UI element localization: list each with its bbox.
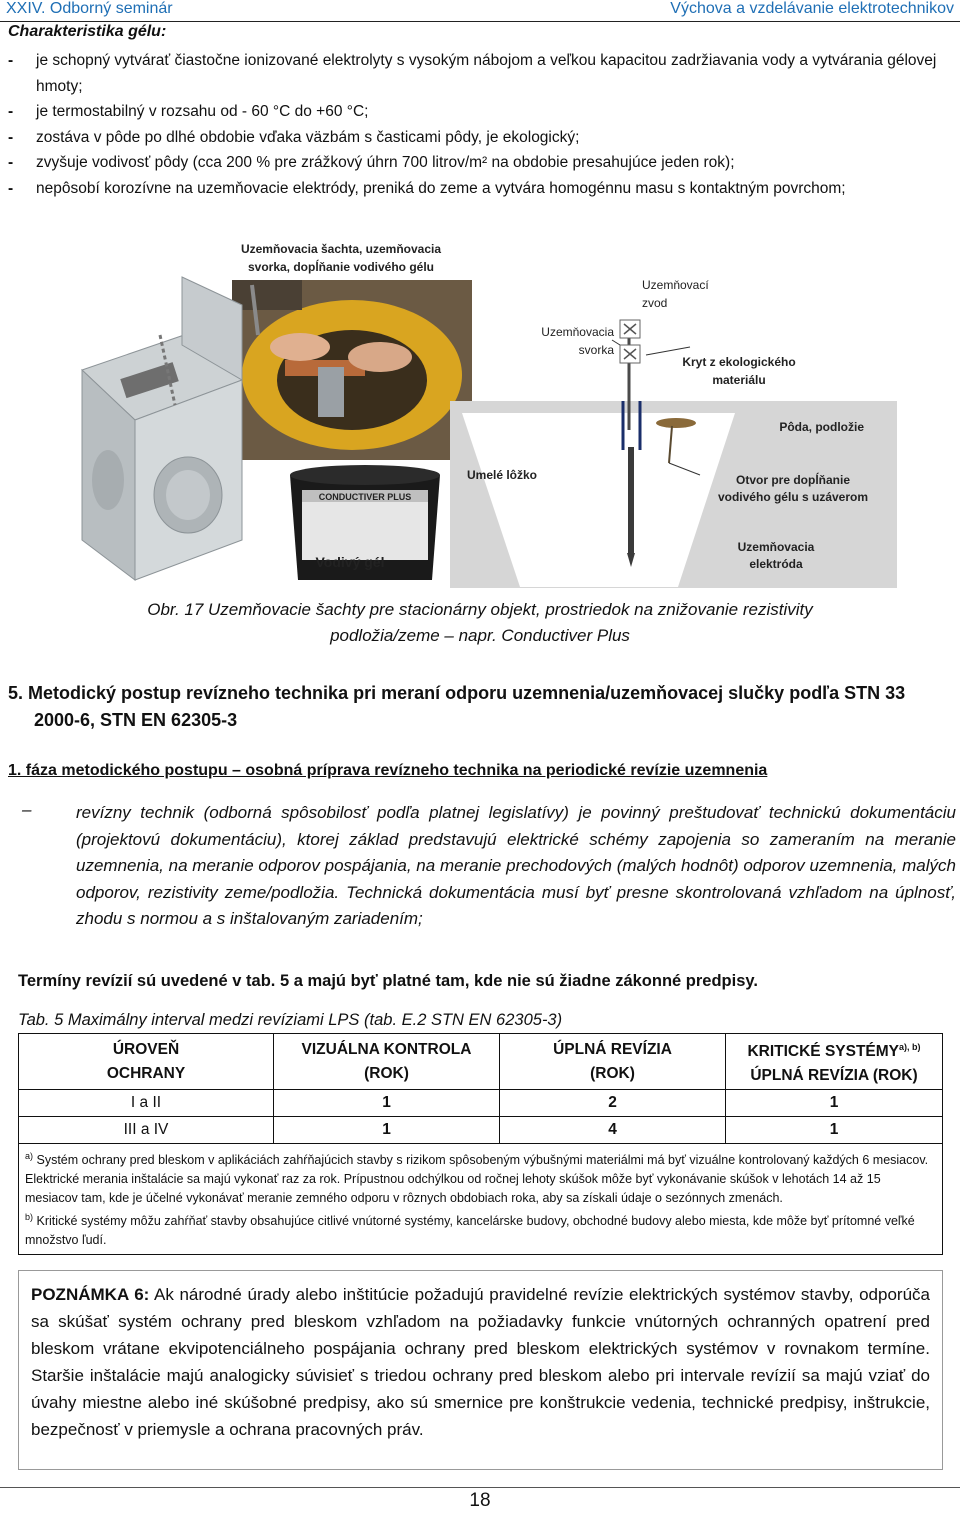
footnote-text: Kritické systémy môžu zahŕňať stavby obsahujúce citlivé vnútorné systémy, kancelárske budovy, obchodné budovy alebo miesta, kde môže byť prítomné veľké množstvo ľudí. [25,1214,915,1248]
col-critical-systems [726,1034,943,1090]
dash-marker: – [22,800,32,819]
cell-visual: 1 [274,1090,500,1117]
table-row [19,1117,943,1144]
header-text: ÚPLNÁ REVÍZIA (ROK) [750,1067,918,1085]
note-6-box [18,1270,943,1470]
bucket-gel-label: Vodivý gél [315,554,385,570]
cell-critical: 1 [726,1090,943,1117]
label-soil: Pôda, podložie [779,420,864,434]
revision-interval-table [18,1033,943,1255]
list-item: - zvyšuje vodivosť pôdy (cca 200 % pre zrážkový úhrn 700 litrov/m² na obdobie presahujúce jeden rok); [8,150,948,176]
label-cover-line1: Kryt z ekologického [682,355,796,369]
note-6-paragraph [31,1281,930,1443]
label-svorka-line1: Uzemňovacia [541,325,614,339]
label-svorka-line2: svorka [578,343,614,357]
list-item: - nepôsobí korozívne na uzemňovacie elektródy, preniká do zeme a vytvára homogénnu masu s kontaktným povrchom; [8,176,948,202]
header-text: ÚROVEŇ [112,1040,180,1058]
cell-critical: 1 [726,1117,943,1144]
table-footnotes [19,1144,943,1255]
footnote-mark: a) [25,1151,34,1162]
table-caption: Tab. 5 Maximálny interval medzi revíziami LPS (tab. E.2 STN EN 62305-3) [18,1011,563,1029]
label-refill-opening-line1: Otvor pre dopĺňanie [735,473,851,487]
header-text: VIZUÁLNA KONTROLA [301,1040,472,1058]
figure-caption-line1: Obr. 17 Uzemňovacie šachty pre stacionárny objekt, prostriedok na znižovanie rezistivity [147,600,813,619]
col-protection-level [19,1034,274,1090]
grounding-box-photo [82,277,242,580]
header-text: KRITICKÉ SYSTÉMY [747,1043,900,1061]
table-notes-row [19,1144,943,1255]
footnote-mark: b) [25,1212,34,1223]
dash-paragraph [22,800,956,933]
header-text: ÚPLNÁ REVÍZIA [553,1040,672,1058]
cell-level: III a IV [19,1117,274,1144]
col-full-revision [500,1034,726,1090]
revision-terms-note: Termíny revízií sú uvedené v tab. 5 a majú byť platné tam, kde nie sú žiadne zákonné predpisy. [18,972,758,990]
header-text: (ROK) [590,1064,635,1082]
label-zvod-line2: zvod [642,296,668,310]
note-6-text: Ak národné úrady alebo inštitúcie požadujú pravidelné revízie elektrických systémov stavby, odporúča sa skúšať systém ochrany pred bleskom vzhľadom na požiadavky funkcie vnútorných ochranných opatrení pred bleskom vrátane ekvipotenciálneho pospájania ochrany pred bleskom elektrických systémov v rovnakom termíne. Staršie inštalácie majú analogicky súvisieť s triedou ochrany pred bleskom alebo pri intervale revízií sa majú vziať do úvahy miestne alebo iné skúšobné predpisy, ako sú smernice pre konštrukcie vedenia, technické predpisy, inštrukcie, bezpečnosť v priemysle a ochrana pracovných práv. [31,1285,930,1439]
grounding-figure [0,235,960,595]
list-item: - je termostabilný v rozsahu od - 60 °C do +60 °C; [8,99,948,125]
cell-full: 4 [500,1117,726,1144]
phase-1-heading: 1. fáza metodického postupu – osobná príprava revízneho technika na periodické revízie uzemnenia [8,762,768,779]
gel-characteristics-list [8,48,948,201]
header-text: OCHRANY [106,1064,186,1082]
label-zvod-line1: Uzemňovací [642,278,709,292]
footer-divider [0,1487,960,1488]
footnote-b [25,1208,936,1250]
figure-caption [0,597,960,649]
header-publication-title: Výchova a vzdelávanie elektrotechnikov [670,0,954,17]
cell-level: I a II [19,1090,274,1117]
page-number: 18 [469,1490,491,1511]
footnote-a [25,1147,936,1208]
label-cover-line2: materiálu [712,373,766,387]
label-electrode-line2: elektróda [749,557,803,571]
list-item: - je schopný vytvárať čiastočne ionizované elektrolyty s vysokým nábojom a veľkou kapacitou zadržiavania vody a vytvárania gélovej hmoty; [8,48,948,99]
technician-duty-paragraph: revízny technik (odborná spôsobilosť podľa platnej legislatívy) je povinný preštudovať technickú dokumentáciu (projektovú dokumentáciu), ktorej základ predstavujú elektrické schémy zapojenia so zameraním na meranie uzemnenia, na meranie odporov pospájania, na meranie prechodových (malých hodnôt) odporov uzemnenia, malých odporov, rezistivity zeme/podložia. Technická dokumentácia musí byť presne skontrolovaná vzhľadom na úplnosť, zhodu s normou a s inštalovaným zariadením; [76,803,956,928]
table-header-row [19,1034,943,1090]
label-shaft-line1: Uzemňovacia šachta, uzemňovacia [240,242,442,256]
col-visual-check [274,1034,500,1090]
label-refill-opening-line2: vodivého gélu s uzáverom [717,490,869,504]
label-artificial-bed: Umelé lôžko [466,468,538,482]
table-row [19,1090,943,1117]
header-seminar-title: XXIV. Odborný seminár [6,0,173,17]
footnote-text: Systém ochrany pred bleskom v aplikáciách zahŕňajúcich stavby s rizikom spôsobeným výbušnými materiálmi má byť vizuálne kontrolovaný každých 6 mesiacov. Elektrické merania inštalácie sa majú vykonať raz za rok. Prípustnou odchýlkou od ročnej lehoty skúšok môže byť vykonávanie skúšok v lehotách 14 až 15 mesiacov tam, kde je účelné vykonávať meranie zemného odporu v rôznych obdobiach roka, aby sa získali údaje o sezónnych zmenách. [25,1153,929,1206]
note-6-label: POZNÁMKA 6: [31,1285,150,1304]
page-header [0,0,960,22]
gel-characteristics-title: Charakteristika gélu: [8,23,167,40]
label-shaft-line2: svorka, dopĺňanie vodivého gélu [247,260,435,274]
figure-caption-line2: podložia/zeme – napr. Conductiver Plus [330,626,630,645]
cell-full: 2 [500,1090,726,1117]
label-electrode-line1: Uzemňovacia [737,540,815,554]
header-text: (ROK) [364,1064,409,1082]
conductiver-bucket-photo [290,465,440,580]
footnote-mark: a), b) [899,1042,921,1052]
section-5-heading: 5. Metodický postup revízneho technika pri meraní odporu uzemnenia/uzemňovacej slučky podľa STN 33 2000-6, STN EN 62305-3 [8,683,906,730]
bucket-brand-label: CONDUCTIVER PLUS [318,492,412,502]
shaft-photo [232,280,472,460]
list-item: - zostáva v pôde po dlhé obdobie vďaka väzbám s časticami pôdy, je ekologický; [8,125,948,151]
cell-visual: 1 [274,1117,500,1144]
